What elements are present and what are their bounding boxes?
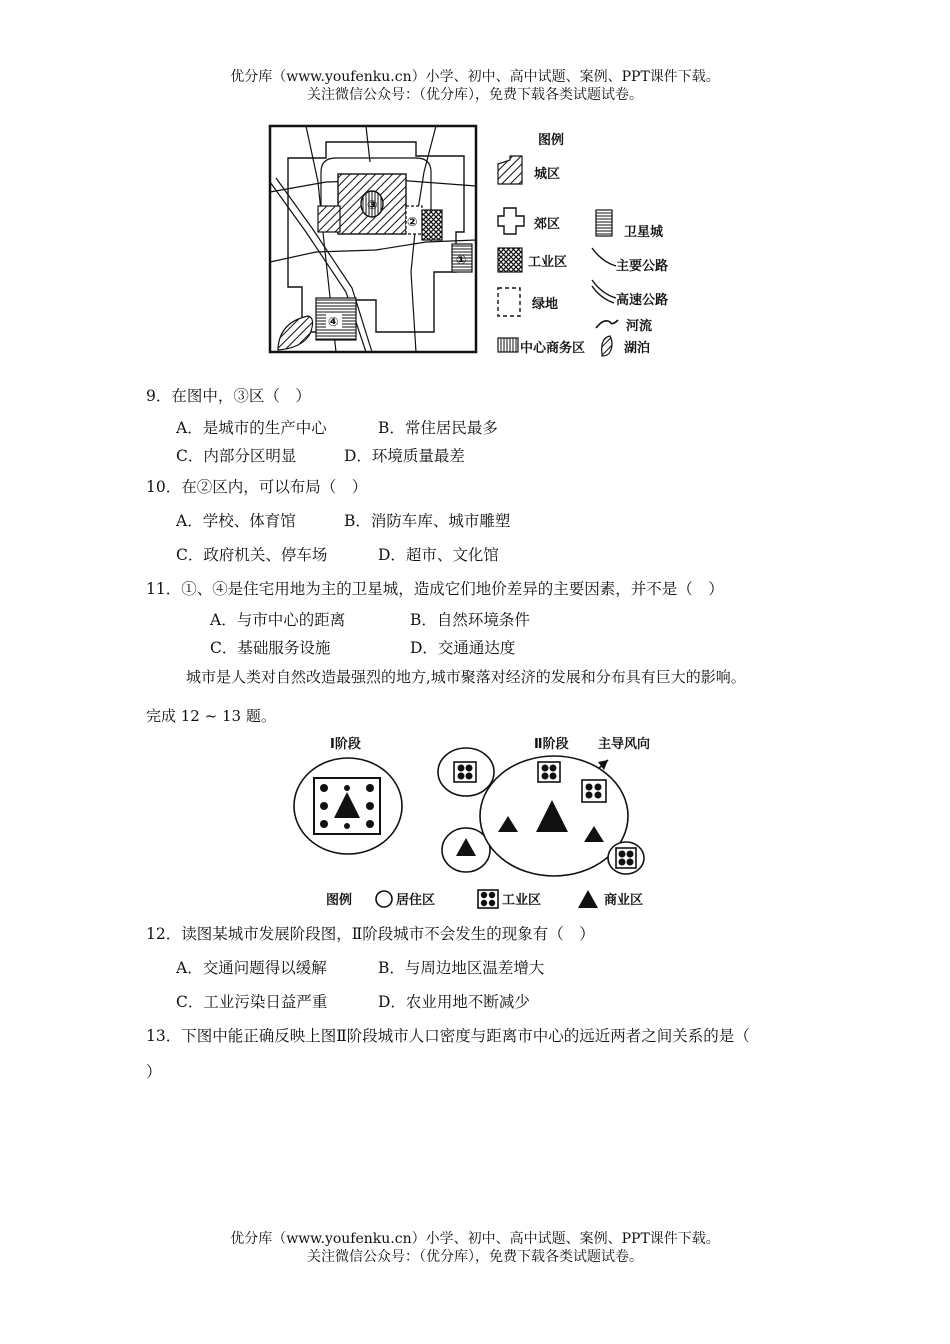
intro-line-2: 完成 12 ~ 13 题。 xyxy=(146,707,276,725)
q11-option-d: D．交通通达度 xyxy=(410,639,516,657)
q13-stem-tail: ） xyxy=(146,1063,162,1081)
legend-lake-icon xyxy=(602,336,612,356)
stage1-industry-dot xyxy=(344,823,350,829)
stage2-industrial-nw xyxy=(454,762,476,782)
legend-green-icon xyxy=(498,288,520,316)
legend-satellite: 卫星城 xyxy=(624,225,664,240)
label-1: ① xyxy=(456,252,467,267)
footer-line-2: 关注微信公众号：（优分库），免费下载各类试题试卷。 xyxy=(307,1249,643,1265)
legend-cbd-icon xyxy=(498,338,518,352)
legend-industrial-stage: 工业区 xyxy=(502,893,542,908)
header-line-2: 关注微信公众号：（优分库），免费下载各类试题试卷。 xyxy=(307,87,643,103)
q12-stem: 12．读图某城市发展阶段图，Ⅱ阶段城市不会发生的现象有（ ） xyxy=(146,925,595,943)
q10-option-b: B．消防车库、城市雕塑 xyxy=(344,512,511,530)
wind-label: 主导风向 xyxy=(598,737,651,752)
legend-commercial: 商业区 xyxy=(604,893,644,908)
q11-option-c: C．基础服务设施 xyxy=(210,639,331,657)
city-structure-map xyxy=(266,122,686,362)
q9-option-d: D．环境质量最差 xyxy=(344,447,465,465)
legend-main-road: 主要公路 xyxy=(616,259,669,274)
stage1-industry-dot xyxy=(366,802,374,810)
q11-stem: 11．①、④是住宅用地为主的卫星城，造成它们地价差异的主要因素，并不是（ ） xyxy=(146,580,724,598)
q9-option-c: C．内部分区明显 xyxy=(176,447,297,465)
stage-legend-title: 图例 xyxy=(326,893,353,908)
stage2-industrial-north xyxy=(538,762,560,782)
stage1-industry-dot xyxy=(320,802,328,810)
q12-option-c: C．工业污染日益严重 xyxy=(176,993,328,1011)
q11-option-b: B．自然环境条件 xyxy=(410,611,530,629)
stage-1-label: Ⅰ阶段 xyxy=(330,737,361,752)
label-3: ③ xyxy=(367,197,378,212)
legend-city-icon xyxy=(498,156,522,184)
legend-river: 河流 xyxy=(626,319,653,334)
stage1-industry-dot xyxy=(366,784,374,792)
map-legend-title: 图例 xyxy=(538,133,565,148)
stage1-industry-dot xyxy=(366,820,374,828)
q12-option-d: D．农业用地不断减少 xyxy=(378,993,530,1011)
q12-option-b: B．与周边地区温差增大 xyxy=(378,959,545,977)
label-4: ④ xyxy=(328,314,339,329)
legend-main-road-icon xyxy=(592,248,616,266)
stage2-industrial-se xyxy=(616,848,636,868)
legend-satellite-icon xyxy=(596,210,612,236)
legend-industrial-icon xyxy=(478,890,498,908)
legend-green: 绿地 xyxy=(532,297,559,312)
city-area-west xyxy=(318,206,340,232)
label-2: ② xyxy=(407,214,418,229)
footer-line-1: 优分库（www.youfenku.cn）小学、初中、高中试题、案例、PPT课件下载。 xyxy=(230,1231,720,1247)
industrial-zone xyxy=(422,210,442,240)
q9-option-b: B．常住居民最多 xyxy=(378,419,498,437)
legend-cbd: 中心商务区 xyxy=(520,341,586,356)
q10-option-d: D．超市、文化馆 xyxy=(378,546,499,564)
legend-suburb-icon xyxy=(498,208,524,234)
q9-stem: 9．在图中，③区（ ） xyxy=(146,387,311,405)
legend-industrial: 工业区 xyxy=(528,255,568,270)
q10-stem: 10．在②区内，可以布局（ ） xyxy=(146,478,368,496)
legend-river-icon xyxy=(596,320,618,328)
legend-lake: 湖泊 xyxy=(624,341,651,356)
header-line-1: 优分库（www.youfenku.cn）小学、初中、高中试题、案例、PPT课件下载。 xyxy=(230,69,720,85)
legend-residential-icon xyxy=(376,891,392,907)
stage1-industry-dot xyxy=(320,784,328,792)
legend-residential: 居住区 xyxy=(396,893,436,908)
q9-option-a: A．是城市的生产中心 xyxy=(176,419,327,437)
legend-suburb: 郊区 xyxy=(534,217,561,232)
intro-line-1: 城市是人类对自然改造最强烈的地方,城市聚落对经济的发展和分布具有巨大的影响。 xyxy=(186,668,746,686)
stage-2-label: Ⅱ阶段 xyxy=(534,737,569,752)
q10-option-c: C．政府机关、停车场 xyxy=(176,546,328,564)
q13-stem: 13．下图中能正确反映上图Ⅱ阶段城市人口密度与距离市中心的远近两者之间关系的是（ xyxy=(146,1027,750,1045)
stage1-industry-dot xyxy=(320,820,328,828)
legend-commercial-icon xyxy=(578,890,598,908)
q11-option-a: A．与市中心的距离 xyxy=(210,611,346,629)
stage2-industrial-east xyxy=(582,780,606,802)
legend-city: 城区 xyxy=(534,167,561,182)
legend-highway: 高速公路 xyxy=(616,293,669,308)
legend-industrial-icon xyxy=(498,248,522,272)
stage1-industry-dot xyxy=(344,785,350,791)
legend-highway-icon xyxy=(592,280,616,303)
city-stage-figure xyxy=(286,732,666,912)
q12-option-a: A．交通问题得以缓解 xyxy=(176,959,327,977)
q10-option-a: A．学校、体育馆 xyxy=(176,512,296,530)
